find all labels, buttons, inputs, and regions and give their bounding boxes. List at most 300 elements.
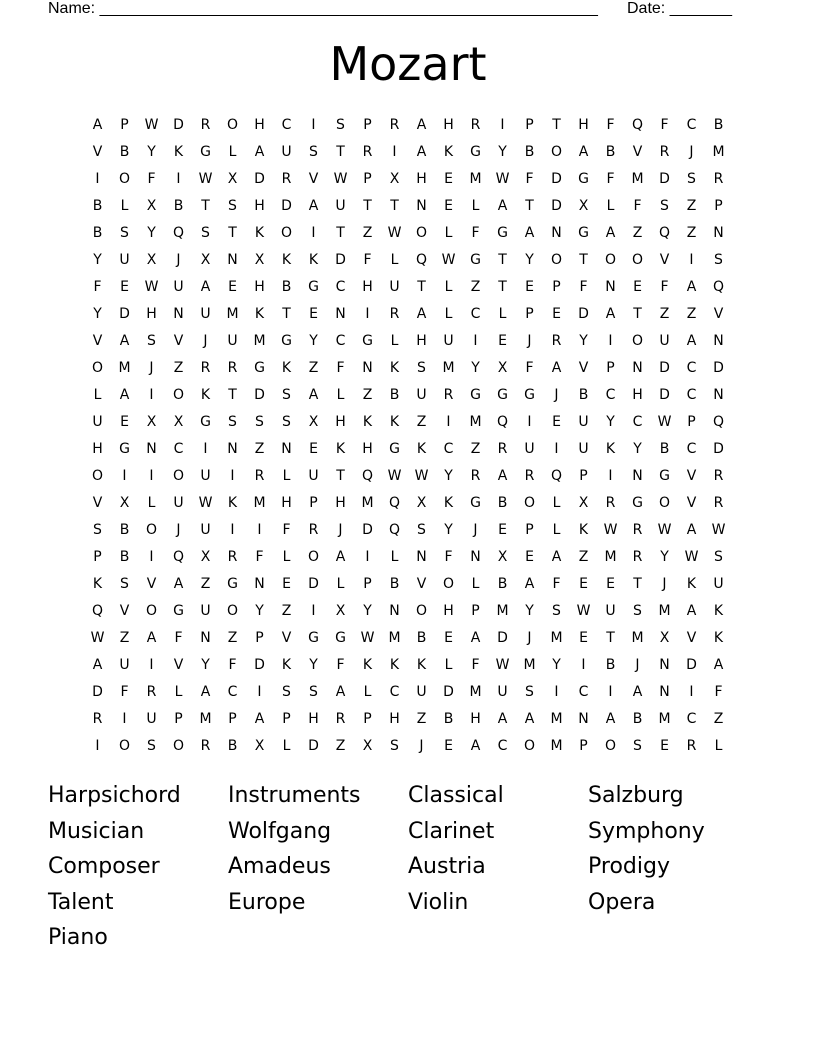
grid-letter: A	[605, 306, 616, 322]
grid-letter: J	[338, 522, 343, 538]
grid-letter: B	[227, 738, 238, 754]
grid-letter: H	[389, 711, 400, 727]
grid-letter: U	[200, 603, 211, 619]
grid-letter: R	[497, 441, 508, 457]
grid-letter: I	[95, 171, 100, 187]
word-bank-item: Wolfgang	[228, 818, 332, 844]
grid-letter: U	[497, 684, 508, 700]
grid-letter: E	[552, 306, 561, 322]
grid-letter: O	[307, 549, 320, 565]
grid-letter: V	[92, 495, 103, 511]
grid-letter: P	[525, 306, 534, 322]
grid-letter: I	[554, 684, 559, 700]
grid-letter: X	[254, 252, 265, 268]
word-bank-item: Composer	[48, 854, 160, 880]
grid-letter: S	[201, 225, 210, 241]
grid-letter: R	[605, 495, 616, 511]
grid-letter: S	[417, 522, 426, 538]
grid-letter: Q	[712, 414, 725, 430]
grid-letter: E	[498, 522, 507, 538]
grid-letter: C	[686, 360, 697, 376]
grid-letter: I	[176, 171, 181, 187]
grid-letter: Q	[172, 225, 185, 241]
grid-letter: G	[200, 144, 211, 160]
grid-letter: F	[444, 549, 453, 565]
grid-letter: I	[149, 387, 154, 403]
grid-letter: W	[198, 171, 213, 187]
grid-letter: N	[416, 198, 427, 214]
grid-letter: K	[281, 657, 292, 673]
grid-letter: W	[684, 549, 699, 565]
grid-letter: L	[93, 387, 102, 403]
grid-letter: X	[578, 495, 589, 511]
grid-letter: V	[578, 360, 589, 376]
grid-letter: X	[146, 252, 157, 268]
grid-letter: V	[713, 306, 724, 322]
grid-letter: Z	[686, 225, 697, 241]
grid-letter: M	[631, 171, 644, 187]
grid-letter: I	[257, 522, 262, 538]
grid-letter: A	[335, 549, 346, 565]
grid-letter: H	[254, 117, 265, 133]
grid-letter: Y	[255, 603, 264, 619]
grid-letter: Y	[606, 414, 615, 430]
grid-letter: A	[254, 144, 265, 160]
grid-letter: V	[416, 576, 427, 592]
grid-letter: P	[228, 711, 237, 727]
grid-letter: P	[525, 117, 534, 133]
grid-letter: N	[200, 630, 211, 646]
grid-letter: D	[659, 387, 670, 403]
grid-letter: M	[658, 603, 671, 619]
grid-letter: I	[500, 117, 505, 133]
grid-letter: F	[525, 360, 534, 376]
grid-letter: E	[444, 171, 453, 187]
name-field-label[interactable]: Name: ________________________________________________________	[48, 0, 598, 17]
grid-letter: Y	[525, 603, 534, 619]
grid-letter: G	[308, 630, 319, 646]
grid-letter: A	[335, 684, 346, 700]
grid-letter: A	[497, 468, 508, 484]
grid-letter: Z	[335, 738, 346, 754]
word-bank-item: Europe	[228, 889, 306, 915]
grid-letter: Z	[578, 549, 589, 565]
grid-letter: X	[497, 360, 508, 376]
grid-letter: I	[581, 657, 586, 673]
grid-letter: O	[118, 171, 131, 187]
grid-letter: N	[416, 549, 427, 565]
grid-letter: S	[93, 522, 102, 538]
grid-letter: Z	[173, 360, 184, 376]
grid-letter: R	[227, 549, 238, 565]
grid-letter: L	[714, 738, 723, 754]
grid-letter: T	[633, 576, 642, 592]
grid-letter: S	[255, 414, 264, 430]
grid-letter: P	[363, 711, 372, 727]
grid-letter: C	[686, 711, 697, 727]
word-bank-item: Harpsichord	[48, 783, 181, 808]
grid-letter: B	[443, 711, 454, 727]
grid-letter: M	[496, 603, 509, 619]
grid-letter: S	[417, 360, 426, 376]
grid-letter: A	[254, 711, 265, 727]
grid-letter: G	[119, 441, 130, 457]
grid-letter: S	[282, 387, 291, 403]
grid-letter: Z	[416, 414, 427, 430]
grid-letter: L	[444, 279, 453, 295]
grid-letter: Z	[659, 306, 670, 322]
grid-letter: U	[659, 333, 670, 349]
grid-letter: V	[173, 657, 184, 673]
word-bank-item: Prodigy	[588, 854, 670, 880]
word-bank-item: Symphony	[588, 818, 705, 844]
grid-letter: L	[471, 198, 480, 214]
grid-letter: A	[524, 225, 535, 241]
grid-letter: X	[389, 171, 400, 187]
grid-letter: R	[335, 711, 346, 727]
grid-letter: T	[228, 387, 237, 403]
grid-letter: K	[686, 576, 697, 592]
grid-letter: P	[174, 711, 183, 727]
grid-letter: O	[523, 495, 536, 511]
grid-letter: F	[660, 279, 669, 295]
grid-letter: Q	[496, 414, 509, 430]
grid-letter: F	[606, 117, 615, 133]
grid-letter: G	[308, 279, 319, 295]
grid-letter: S	[633, 738, 642, 754]
grid-letter: J	[419, 738, 424, 754]
grid-letter: P	[687, 414, 696, 430]
grid-letter: J	[176, 252, 181, 268]
grid-letter: O	[172, 738, 185, 754]
grid-letter: T	[390, 198, 399, 214]
grid-letter: K	[308, 252, 319, 268]
grid-letter: K	[389, 657, 400, 673]
grid-letter: N	[362, 360, 373, 376]
grid-letter: I	[608, 684, 613, 700]
grid-letter: Z	[227, 630, 238, 646]
grid-letter: M	[469, 414, 482, 430]
grid-letter: I	[122, 468, 127, 484]
grid-letter: H	[254, 279, 265, 295]
grid-letter: E	[660, 738, 669, 754]
grid-letter: U	[578, 441, 589, 457]
grid-letter: G	[200, 414, 211, 430]
grid-letter: K	[389, 360, 400, 376]
grid-letter: Z	[254, 441, 265, 457]
grid-letter: L	[336, 387, 345, 403]
grid-letter: W	[441, 252, 456, 268]
grid-letter: L	[606, 198, 615, 214]
grid-letter: E	[309, 306, 318, 322]
grid-letter: L	[336, 576, 345, 592]
grid-letter: Y	[471, 360, 480, 376]
grid-letter: G	[497, 225, 508, 241]
grid-letter: E	[120, 279, 129, 295]
grid-letter: F	[363, 252, 372, 268]
grid-letter: V	[119, 603, 130, 619]
grid-letter: G	[470, 252, 481, 268]
grid-letter: C	[497, 738, 508, 754]
grid-letter: Z	[632, 225, 643, 241]
grid-letter: H	[416, 171, 427, 187]
grid-letter: Y	[633, 441, 642, 457]
grid-letter: S	[228, 198, 237, 214]
grid-letter: U	[308, 468, 319, 484]
grid-letter: D	[362, 522, 373, 538]
grid-letter: A	[470, 738, 481, 754]
grid-letter: M	[361, 495, 374, 511]
grid-letter: O	[631, 333, 644, 349]
grid-letter: R	[632, 549, 643, 565]
grid-letter: I	[311, 117, 316, 133]
grid-letter: Y	[147, 144, 156, 160]
grid-letter: Q	[361, 468, 374, 484]
grid-letter: K	[254, 306, 265, 322]
grid-letter: J	[149, 360, 154, 376]
grid-letter: A	[146, 630, 157, 646]
grid-letter: F	[336, 360, 345, 376]
grid-letter: D	[497, 630, 508, 646]
grid-letter: W	[603, 522, 618, 538]
grid-letter: Y	[309, 657, 318, 673]
grid-letter: R	[443, 387, 454, 403]
grid-letter: P	[255, 630, 264, 646]
grid-letter: D	[335, 252, 346, 268]
grid-letter: S	[714, 549, 723, 565]
grid-letter: Z	[362, 225, 373, 241]
grid-letter: B	[173, 198, 184, 214]
grid-letter: S	[282, 684, 291, 700]
grid-letter: C	[632, 414, 643, 430]
grid-letter: C	[605, 387, 616, 403]
grid-letter: T	[417, 279, 426, 295]
grid-letter: P	[309, 495, 318, 511]
grid-letter: F	[93, 279, 102, 295]
grid-letter: Z	[362, 387, 373, 403]
grid-letter: O	[91, 468, 104, 484]
grid-letter: H	[632, 387, 643, 403]
grid-letter: H	[146, 306, 157, 322]
grid-letter: U	[173, 495, 184, 511]
grid-letter: U	[713, 576, 724, 592]
grid-letter: N	[632, 468, 643, 484]
grid-letter: C	[686, 117, 697, 133]
grid-letter: G	[497, 387, 508, 403]
grid-letter: T	[282, 306, 291, 322]
grid-letter: T	[363, 198, 372, 214]
grid-letter: D	[308, 576, 319, 592]
grid-letter: G	[578, 225, 589, 241]
grid-letter: B	[605, 144, 616, 160]
grid-letter: M	[199, 711, 212, 727]
grid-letter: C	[443, 441, 454, 457]
grid-letter: S	[309, 684, 318, 700]
grid-letter: H	[443, 117, 454, 133]
grid-letter: K	[713, 630, 724, 646]
grid-letter: G	[578, 171, 589, 187]
grid-letter: A	[524, 711, 535, 727]
grid-letter: R	[200, 360, 211, 376]
grid-letter: E	[579, 630, 588, 646]
grid-letter: P	[363, 171, 372, 187]
grid-letter: F	[255, 549, 264, 565]
grid-letter: V	[146, 576, 157, 592]
grid-letter: F	[282, 522, 291, 538]
word-bank-item: Violin	[408, 889, 469, 915]
grid-letter: J	[662, 576, 667, 592]
grid-letter: H	[362, 279, 373, 295]
grid-letter: A	[416, 144, 427, 160]
grid-letter: A	[497, 711, 508, 727]
grid-letter: P	[363, 576, 372, 592]
grid-letter: L	[147, 495, 156, 511]
grid-letter: P	[579, 738, 588, 754]
word-bank-item: Piano	[48, 925, 108, 951]
grid-letter: H	[416, 333, 427, 349]
grid-letter: X	[254, 738, 265, 754]
grid-letter: K	[389, 414, 400, 430]
grid-letter: J	[635, 657, 640, 673]
grid-letter: E	[579, 576, 588, 592]
grid-letter: A	[605, 225, 616, 241]
grid-letter: X	[362, 738, 373, 754]
grid-letter: N	[389, 603, 400, 619]
grid-letter: S	[147, 333, 156, 349]
grid-letter: Y	[444, 522, 453, 538]
grid-letter: L	[390, 333, 399, 349]
grid-letter: S	[687, 171, 696, 187]
grid-letter: B	[497, 495, 508, 511]
grid-letter: L	[174, 684, 183, 700]
grid-letter: B	[605, 657, 616, 673]
grid-letter: Z	[119, 630, 130, 646]
grid-letter: A	[416, 117, 427, 133]
grid-letter: O	[415, 225, 428, 241]
grid-letter: B	[92, 225, 103, 241]
grid-letter: O	[91, 360, 104, 376]
grid-letter: Z	[713, 711, 724, 727]
grid-letter: T	[228, 225, 237, 241]
grid-letter: Y	[525, 252, 534, 268]
grid-letter: J	[473, 522, 478, 538]
grid-letter: C	[470, 306, 481, 322]
grid-letter: D	[254, 657, 265, 673]
grid-letter: L	[444, 225, 453, 241]
grid-letter: E	[552, 414, 561, 430]
grid-letter: R	[227, 360, 238, 376]
grid-letter: W	[90, 630, 105, 646]
grid-letter: B	[578, 387, 589, 403]
grid-letter: A	[173, 576, 184, 592]
grid-letter: B	[119, 549, 130, 565]
grid-letter: H	[92, 441, 103, 457]
grid-letter: U	[281, 144, 292, 160]
grid-letter: I	[230, 468, 235, 484]
grid-letter: O	[604, 252, 617, 268]
grid-letter: K	[362, 657, 373, 673]
grid-letter: O	[172, 387, 185, 403]
grid-letter: M	[118, 360, 131, 376]
grid-letter: P	[525, 522, 534, 538]
grid-letter: V	[659, 252, 670, 268]
grid-letter: A	[686, 279, 697, 295]
grid-letter: T	[336, 144, 345, 160]
grid-letter: T	[579, 252, 588, 268]
grid-letter: U	[605, 603, 616, 619]
grid-letter: L	[228, 144, 237, 160]
grid-letter: W	[414, 468, 429, 484]
grid-letter: D	[254, 171, 265, 187]
grid-letter: W	[495, 657, 510, 673]
grid-letter: J	[203, 333, 208, 349]
grid-letter: U	[200, 468, 211, 484]
grid-letter: O	[226, 117, 239, 133]
word-bank-item: Amadeus	[228, 854, 331, 880]
grid-letter: U	[443, 333, 454, 349]
grid-letter: O	[226, 603, 239, 619]
grid-letter: E	[606, 576, 615, 592]
grid-letter: D	[551, 171, 562, 187]
grid-letter: R	[713, 495, 724, 511]
grid-letter: O	[415, 603, 428, 619]
grid-letter: L	[390, 252, 399, 268]
grid-letter: T	[201, 198, 210, 214]
grid-letter: C	[686, 387, 697, 403]
grid-letter: U	[173, 279, 184, 295]
grid-letter: T	[633, 306, 642, 322]
grid-letter: Y	[444, 468, 453, 484]
grid-letter: M	[253, 495, 266, 511]
date-field-label[interactable]: Date: _______	[627, 0, 732, 17]
grid-letter: X	[200, 252, 211, 268]
grid-letter: N	[173, 306, 184, 322]
grid-letter: B	[713, 117, 724, 133]
grid-letter: F	[660, 117, 669, 133]
grid-letter: S	[552, 603, 561, 619]
grid-letter: P	[606, 360, 615, 376]
grid-letter: K	[92, 576, 103, 592]
grid-letter: K	[605, 441, 616, 457]
grid-letter: O	[145, 522, 158, 538]
grid-letter: V	[686, 630, 697, 646]
grid-letter: V	[308, 171, 319, 187]
grid-letter: Y	[309, 333, 318, 349]
grid-letter: P	[579, 468, 588, 484]
grid-letter: A	[119, 333, 130, 349]
grid-letter: L	[363, 684, 372, 700]
grid-letter: G	[470, 144, 481, 160]
grid-letter: C	[173, 441, 184, 457]
grid-letter: Z	[200, 576, 211, 592]
grid-letter: E	[444, 738, 453, 754]
grid-letter: K	[200, 387, 211, 403]
grid-letter: M	[388, 630, 401, 646]
page-title: Mozart	[329, 37, 487, 91]
grid-letter: I	[230, 522, 235, 538]
grid-letter: V	[686, 495, 697, 511]
grid-letter: R	[632, 522, 643, 538]
grid-letter: V	[281, 630, 292, 646]
grid-letter: X	[227, 171, 238, 187]
grid-letter: A	[686, 603, 697, 619]
grid-letter: I	[446, 414, 451, 430]
grid-letter: I	[365, 549, 370, 565]
grid-letter: W	[333, 171, 348, 187]
grid-letter: N	[632, 360, 643, 376]
grid-letter: H	[335, 414, 346, 430]
grid-letter: N	[659, 657, 670, 673]
